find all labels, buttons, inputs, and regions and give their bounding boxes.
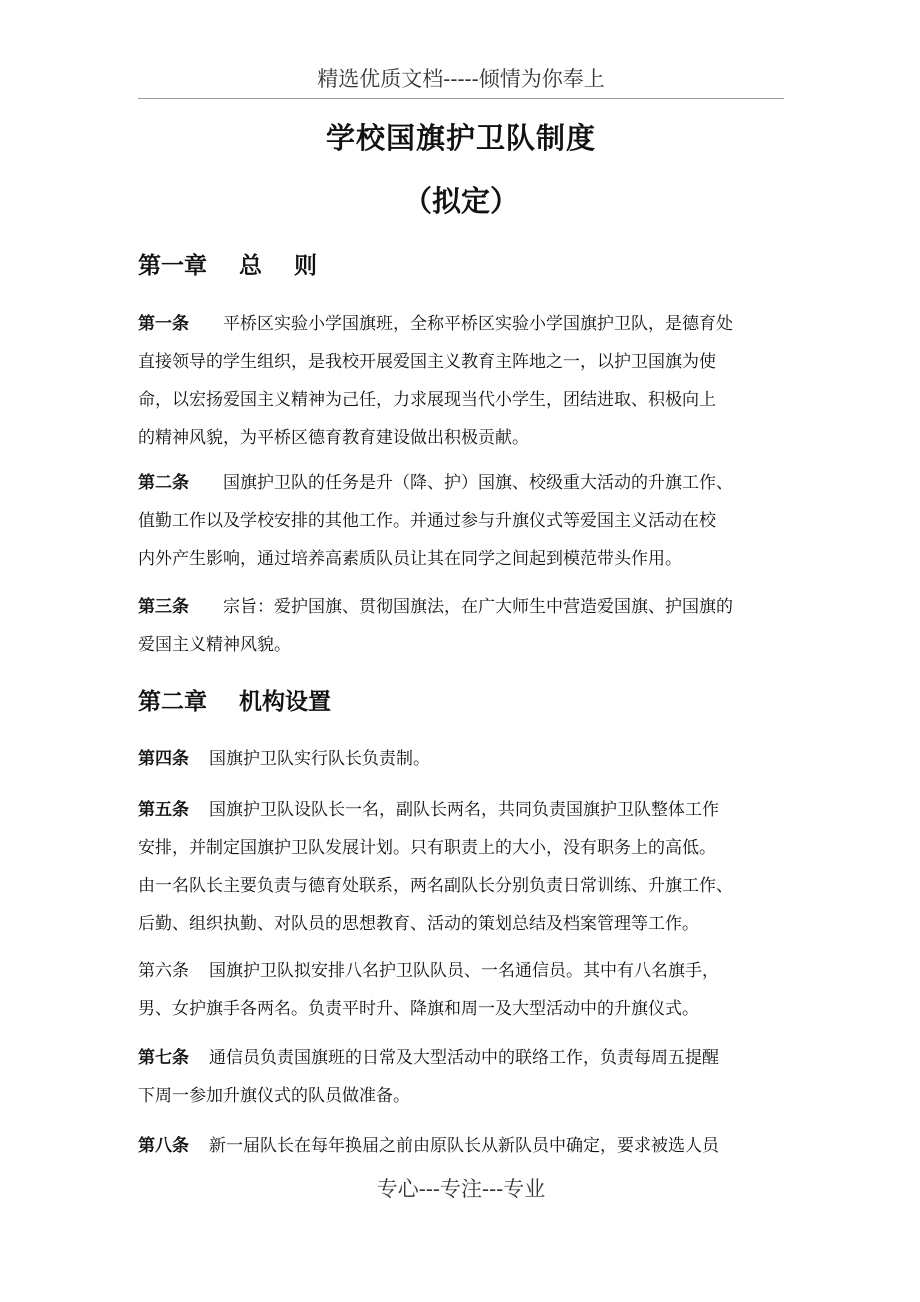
article-line: 的精神风貌，为平桥区德育教育建设做出积极贡献。 [138,428,529,448]
article-label: 第七条 [138,1048,189,1068]
article-line: 安排，并制定国旗护卫队发展计划。只有职责上的大小，没有职务上的高低。 [138,838,716,858]
page-footer: 专心---专注---专业 [376,1177,546,1201]
article-label: 第五条 [138,800,189,820]
article-line: 国旗护卫队的任务是升（降、护）国旗、校级重大活动的升旗工作、 [223,473,733,493]
article-line: 爱国主义精神风貌。 [138,635,291,655]
article-2 [138,464,788,578]
article-label: 第六条 [138,961,189,981]
article-line: 内外产生影响，通过培养高素质队员让其在同学之间起到模范带头作用。 [138,549,682,569]
article-5 [138,791,788,943]
article-line: 后勤、组织执勤、对队员的思想教育、活动的策划总结及档案管理等工作。 [138,914,699,934]
article-line: 下周一参加升旗仪式的队员做准备。 [138,1086,410,1106]
chapter-1-heading: 第一章 总 则 [138,252,318,279]
article-4 [138,740,788,778]
chapter-2-heading: 第二章 机构设置 [138,688,332,715]
document-title: 学校国旗护卫队制度 [325,121,596,155]
article-6 [138,952,788,1028]
article-3 [138,588,788,664]
article-line: 直接领导的学生组织，是我校开展爱国主义教育主阵地之一，以护卫国旗为使 [138,352,716,372]
article-label: 第八条 [138,1136,189,1156]
article-line: 通信员负责国旗班的日常及大型活动中的联络工作，负责每周五提醒 [209,1048,719,1068]
article-line: 由一名队长主要负责与德育处联系，两名副队长分别负责日常训练、升旗工作、 [138,876,733,896]
article-8 [138,1127,788,1165]
article-7 [138,1039,788,1115]
article-line: 值勤工作以及学校安排的其他工作。并通过参与升旗仪式等爱国主义活动在校 [138,511,716,531]
article-line: 平桥区实验小学国旗班，全称平桥区实验小学国旗护卫队，是德育处 [223,314,733,334]
article-line: 新一届队长在每年换届之前由原队长从新队员中确定，要求被选人员 [209,1136,719,1156]
article-line: 国旗护卫队拟安排八名护卫队队员、一名通信员。其中有八名旗手， [209,961,719,981]
article-line: 宗旨：爱护国旗、贯彻国旗法，在广大师生中营造爱国旗、护国旗的 [223,597,733,617]
article-line: 男、女护旗手各两名。负责平时升、降旗和周一及大型活动中的升旗仪式。 [138,999,699,1019]
article-label: 第一条 [138,314,189,334]
article-1 [138,305,788,457]
article-label: 第三条 [138,597,189,617]
page-header: 精选优质文档-----倾情为你奉上 [138,62,784,99]
article-line: 国旗护卫队实行队长负责制。 [209,749,430,769]
article-line: 命，以宏扬爱国主义精神为己任，力求展现当代小学生，团结进取、积极向上 [138,390,716,410]
article-label: 第四条 [138,749,189,769]
article-line: 国旗护卫队设队长一名，副队长两名，共同负责国旗护卫队整体工作 [209,800,719,820]
article-label: 第二条 [138,473,189,493]
document-subtitle: （拟定） [402,184,519,218]
